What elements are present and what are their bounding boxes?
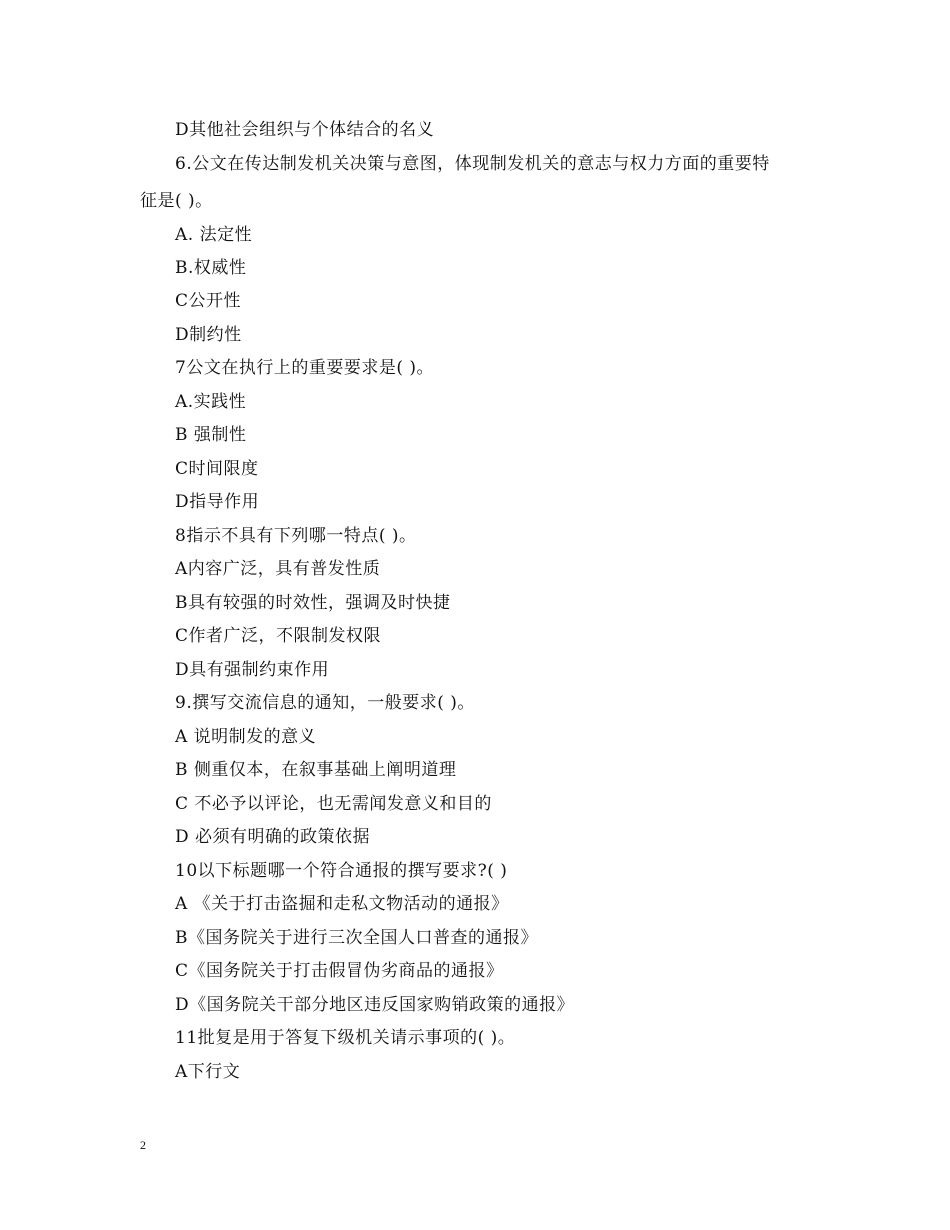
option-line: B《国务院关于进行三次全国人口普查的通报》 [175, 928, 538, 948]
question-line: 6.公文在传达制发机关决策与意图，体现制发机关的意志与权力方面的重要特 [175, 154, 770, 174]
option-line: B 侧重仅本，在叙事基础上阐明道理 [175, 760, 457, 780]
question-line: 8指示不具有下列哪一特点( )。 [175, 526, 417, 546]
option-line: B 强制性 [175, 425, 247, 445]
option-line: C公开性 [175, 291, 242, 311]
option-line: C作者广泛，不限制发权限 [175, 626, 382, 646]
option-line: D制约性 [175, 325, 242, 345]
option-line: D指导作用 [175, 492, 260, 512]
option-line: A 说明制发的意义 [175, 727, 317, 747]
option-line: C 不必予以评论，也无需闻发意义和目的 [175, 794, 492, 814]
page-number: 2 [140, 1138, 146, 1152]
question-line: 9.撰写交流信息的通知，一般要求( )。 [175, 693, 475, 713]
option-line: D 必须有明确的政策依据 [175, 827, 371, 847]
question-line: 11批复是用于答复下级机关请示事项的( )。 [175, 1028, 516, 1048]
option-line: D具有强制约束作用 [175, 660, 330, 680]
option-line: B.权威性 [175, 258, 247, 278]
option-line: C《国务院关于打击假冒伪劣商品的通报》 [175, 961, 504, 981]
option-line: A.实践性 [175, 392, 247, 412]
option-line: D其他社会组织与个体结合的名义 [175, 120, 435, 140]
option-line: A. 法定性 [175, 225, 253, 245]
option-line: A内容广泛，具有普发性质 [175, 559, 381, 579]
question-line: 7公文在执行上的重要要求是( )。 [175, 358, 434, 378]
question-line: 10以下标题哪一个符合通报的撰写要求?( ) [175, 861, 508, 881]
option-line: C时间限度 [175, 459, 259, 479]
option-line: D《国务院关干部分地区违反国家购销政策的通报》 [175, 995, 575, 1015]
question-line-continued: 征是( )。 [140, 191, 213, 211]
option-line: A下行文 [175, 1062, 241, 1082]
option-line: B具有较强的时效性，强调及时快捷 [175, 593, 451, 613]
option-line: A 《关于打击盗掘和走私文物活动的通报》 [175, 894, 509, 914]
